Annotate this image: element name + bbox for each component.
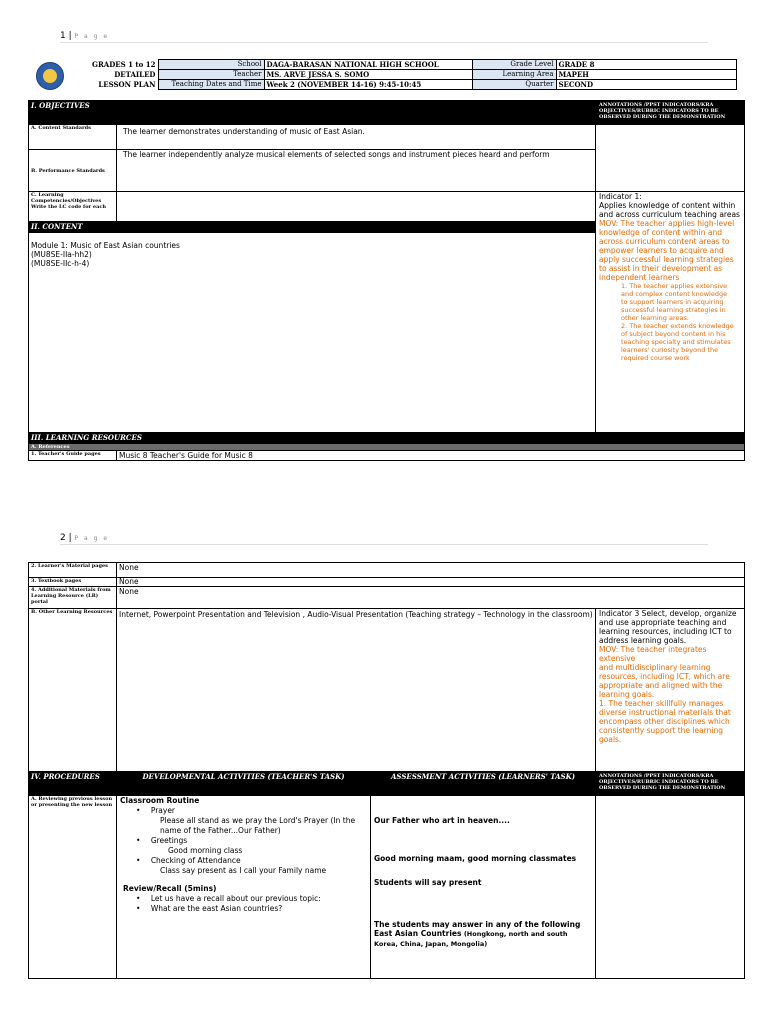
procedures-title: IV. PROCEDURES — [29, 772, 117, 796]
mov1-sub-3: to support learners in acquiring successful learning strategies in other learning areas. — [621, 298, 726, 322]
resources-title: III. LEARNING RESOURCES — [29, 433, 745, 444]
page-label: P a g e — [74, 33, 110, 40]
performance-standards-label: B. Performance Standards — [29, 150, 117, 192]
mov3-line-1: MOV: The teacher integrates extensive — [599, 645, 707, 663]
textbook-text: None — [117, 578, 745, 587]
area-value: MAPEH — [556, 70, 736, 80]
indicator1-cell — [596, 192, 745, 433]
dates-value: Week 2 (NOVEMBER 14-16) 9:45-10:45 — [264, 80, 472, 90]
review-item-2: • What are the east Asian countries? — [136, 904, 283, 913]
assess-activities-title: ASSESSMENT ACTIVITIES (LEARNERS' TASK) — [371, 772, 596, 796]
title-line-1: GRADES 1 to 12 — [91, 59, 156, 69]
grade-value: GRADE 8 — [556, 60, 736, 70]
mov1-line-2: knowledge of content within and across curriculum content areas to empower learners to acquire and apply successful learning strategies to assist in their development as — [599, 228, 734, 273]
mov3-line-3: appropriate and aligned with the learning goals. — [599, 681, 723, 699]
content-title: II. CONTENT — [29, 222, 596, 233]
content-body — [29, 233, 596, 433]
school-label: School — [158, 60, 264, 70]
content-standards-label: A. Content Standards — [29, 125, 117, 150]
content-line-2: (MU8SE-IIa-hh2) — [31, 250, 92, 259]
content-standards-text: The learner demonstrates understanding of music of East Asian. — [117, 125, 596, 150]
indicator1-title: Indicator 1: — [599, 192, 642, 201]
performance-standards-text: The learner independently analyze musical elements of selected songs and instrument pieces heard and perform — [117, 150, 596, 192]
additional-materials-text: None — [117, 587, 745, 609]
objectives-title: I. OBJECTIVES — [29, 101, 596, 125]
additional-materials-label: 4. Additional Materials from Learning Resource (LR) portal — [29, 587, 117, 609]
mov1-sub-2: and complex content knowledge — [621, 290, 728, 298]
answer-prayer: Our Father who art in heaven.... — [374, 816, 510, 825]
quarter-value: SECOND — [556, 80, 736, 90]
page-header-2: 2 | P a g e — [60, 533, 110, 543]
competencies-cell — [117, 192, 596, 222]
indicator3-cell — [596, 609, 745, 772]
answer-present: Students will say present — [374, 878, 482, 887]
prayer-item: • Prayer — [136, 806, 176, 815]
lesson-plan-table-page1 — [28, 100, 745, 461]
page-header: 1 | P a g e — [60, 31, 110, 41]
teachers-guide-label: 1. Teacher's Guide pages — [29, 451, 117, 461]
references-label: A. References — [29, 444, 745, 451]
area-label: Learning Area — [472, 70, 556, 80]
prayer-text: Please all stand as we pray the Lord's Prayer (In the name of the Father...Our Father) — [160, 816, 356, 835]
dates-label: Teaching Dates and Time — [158, 80, 264, 90]
mov1-sub-4: 2. The teacher extends knowledge of subject beyond content in his teaching specialty and stimulates learners' curiosity beyond the required course work — [621, 322, 734, 362]
mov1-line-3: independent learners — [599, 273, 680, 282]
lesson-plan-header — [28, 59, 737, 90]
assess-activities-cell — [371, 796, 596, 979]
classroom-routine-heading: Classroom Routine — [120, 796, 200, 805]
mov1-sub-1: 1. The teacher applies extensive — [621, 282, 728, 290]
learners-material-label: 2. Learner's Material pages — [29, 563, 117, 578]
greetings-text: Good morning class — [168, 846, 243, 855]
page-label: P a g e — [74, 535, 110, 542]
annotations-title-2: ANNOTATIONS /PPST INDICATORS/KRA OBJECTIVES/RUBRIC INDICATORS TO BE OBSERVED DURING THE DEMONSTRATION — [596, 772, 745, 796]
textbook-label: 3. Textbook pages — [29, 578, 117, 587]
review-heading: Review/Recall (5mins) — [123, 884, 217, 893]
mov3-line-4: 1. The teacher skillfully manages diverse instructional materials that encompass other disciplines which consistently support the learning goals. — [599, 699, 731, 744]
annotations-title: ANNOTATIONS /PPST INDICATORS/KRA OBJECTIVES/RUBRIC INDICATORS TO BE OBSERVED DURING THE DEMONSTRATION — [596, 101, 745, 125]
dev-activities-title: DEVELOPMENTAL ACTIVITIES (TEACHER'S TASK) — [117, 772, 371, 796]
attendance-text: Class say present as I call your Family name — [160, 866, 327, 875]
annotations-cell-2 — [596, 796, 745, 979]
quarter-label: Quarter — [472, 80, 556, 90]
indicator3-desc: Indicator 3 Select, develop, organize and use appropriate teaching and learning resources, including ICT to address learning goals. — [599, 609, 737, 645]
grade-label: Grade Level — [472, 60, 556, 70]
review-item-1: • Let us have a recall about our previous topic: — [136, 894, 321, 903]
header-rule-2 — [60, 544, 708, 545]
answer-greetings: Good morning maam, good morning classmates — [374, 854, 577, 863]
competencies-label: C. Learning Competencies/Objectives Write the LC code for each — [29, 192, 117, 222]
teachers-guide-text: Music 8 Teacher's Guide for Music 8 — [117, 451, 745, 461]
annotation-blank — [596, 125, 745, 192]
header-rule — [60, 42, 708, 43]
indicator1-desc: Applies knowledge of content within and across curriculum teaching areas — [599, 201, 740, 219]
teacher-label: Teacher — [158, 70, 264, 80]
lesson-plan-table-page2 — [28, 562, 745, 979]
school-value: DAGA-BARASAN NATIONAL HIGH SCHOOL — [264, 60, 472, 70]
teacher-value: MS. ARVE JESSA S. SOMO — [264, 70, 472, 80]
title-line-3: LESSON PLAN — [98, 79, 156, 89]
title-line-2: DETAILED — [114, 69, 156, 79]
other-resources-text: Internet, Powerpoint Presentation and Television , Audio-Visual Presentation (Teaching strategy – Technology in the classroom) — [117, 609, 596, 772]
greetings-item: • Greetings — [136, 836, 188, 845]
mov1-line-1: MOV: The teacher applies high-level — [599, 219, 735, 228]
answer-countries: The students may answer in any of the following East Asian Countries (Hongkong, north and south Korea, China, Japan, Mongolia) — [374, 920, 581, 948]
page-number: 2 — [60, 533, 66, 543]
other-resources-label: B. Other Learning Resources — [29, 609, 117, 772]
attendance-item: • Checking of Attendance — [136, 856, 241, 865]
learners-material-text: None — [117, 563, 745, 578]
reviewing-label: A. Reviewing previous lesson or presenting the new lesson — [29, 796, 117, 979]
content-line-1: Module 1: Music of East Asian countries — [31, 241, 180, 250]
dev-activities-cell — [117, 796, 371, 979]
mov3-line-2: and multidisciplinary learning resources, including ICT, which are — [599, 663, 730, 681]
content-line-3: (MU8SE-IIc-h-4) — [31, 259, 90, 268]
page-number: 1 — [60, 31, 66, 41]
